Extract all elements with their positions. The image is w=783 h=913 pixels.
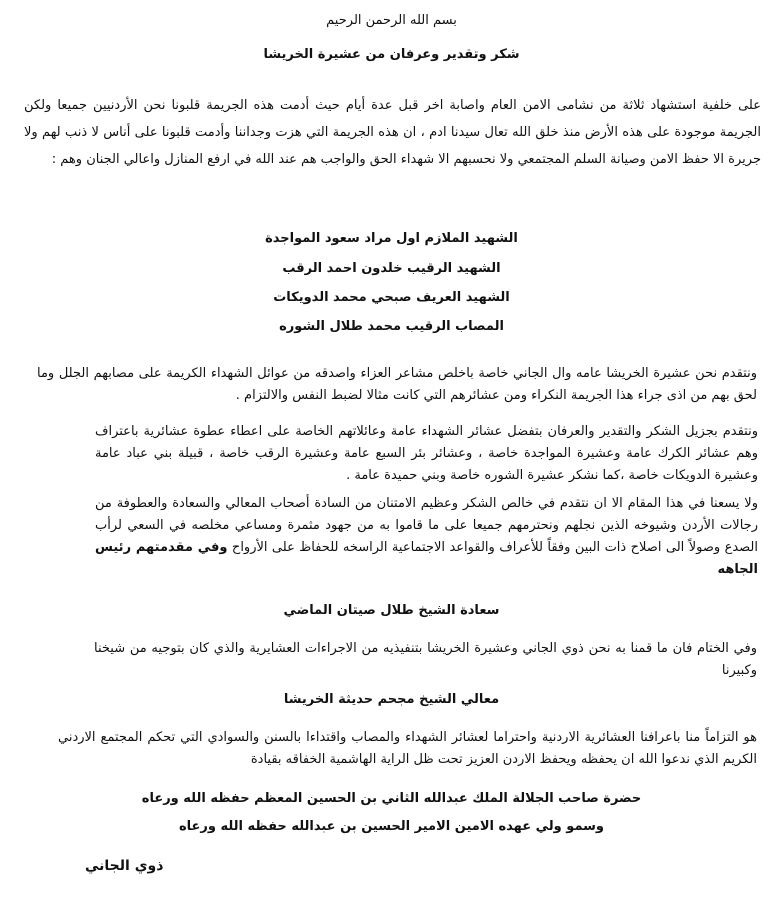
martyr-name-2: الشهيد الرقيب خلدون احمد الرقب xyxy=(282,261,501,276)
crown-prince-line: وسمو ولي عهده الامين الامير الحسين بن عبدالله حفظه الله ورعاه xyxy=(178,819,605,834)
martyr-name-1: الشهيد الملازم اول مراد سعود المواجدة xyxy=(265,231,518,246)
thanks-paragraph: ونتقدم بجزيل الشكر والتقدير والعرفان بتفضل عشائر الشهداء عامة وعائلاتهم الخاصة على اعطاء عطوة عشائرية باعتراف وهم عشائر الكرك عامة وعشيرة المواجدة خاصة ، وعشائر بئر السبع عامة وعشيرة الرقب خاصة ، قبيلة بني عباد عامة وعشيرة الدويكات خاصة ،كما نشكر عشيرة الشوره خاصة وبني حميدة عامة . xyxy=(95,424,758,483)
dignitaries-bold-text: وفي مقدمتهم رئيس الجاهه xyxy=(95,540,758,577)
martyr-name-3: الشهيد العريف صبحي محمد الدويكات xyxy=(273,290,510,305)
loyalty-paragraph: هو التزاماً منا باعرافنا العشائرية الاردنية واحتراما لعشائر الشهداء والمصاب واقتداءا بالسنن والسوادي التي تحكم المجتمع الاردني الكريم الذي ندعوا الله ان يحفظه ويحفظ الاردن العزيز تحت ظل الراية الهاشمية الخفاقه بقيادة xyxy=(58,730,757,767)
condolence-paragraph: ونتقدم نحن عشيرة الخريشا عامه وال الجاني خاصة باخلص مشاعر العزاء واصدقه من عوائل الشهداء الكريمة على مصابهم الجلل وما لحق بهم من اذى جراء هذا الجريمة النكراء ومن عشائرهم التي كانت مثالا لضبط النفس والالتزام . xyxy=(37,366,757,403)
signature: ذوي الجاني xyxy=(85,858,164,874)
dignitaries-text: ولا يسعنا في هذا المقام الا ان نتقدم في خالص الشكر وعظيم الامتنان من السادة أصحاب المعالي والسعادة والعطوفة من رجالات الأردن وشيوخه الذين نجلهم ونحترمهم جميعا على ما قاموا به من جهود مثمرة ومساعي مخلصه في السعي لرأب الصدع وصولاً الى اصلاح ذات البين وفقاً للأعراف والقواعد الاجتماعية الراسخه للحفاظ على الأرواح xyxy=(95,496,758,555)
basmala: بسم الله الرحمن الرحيم xyxy=(326,13,457,28)
injured-name: المصاب الرقيب محمد طلال الشوره xyxy=(279,319,504,334)
closing-paragraph: وفي الختام فان ما قمنا به نحن ذوي الجاني وعشيرة الخريشا بتنفيذيه من الاجراءات العشايرية والذي كان بتوجيه من شيخنا وكبيرنا xyxy=(94,641,757,678)
document-title: شكر وتقدير وعرفان من عشيرة الخريشا xyxy=(263,47,520,62)
dignitaries-paragraph xyxy=(95,493,758,581)
sheikh-2-name: معالي الشيخ مجحم حديثة الخريشا xyxy=(283,692,500,707)
king-line: حضرة صاحب الجلالة الملك عبدالله الثاني بن الحسين المعظم حفظه الله ورعاه xyxy=(141,791,642,806)
intro-paragraph: على خلفية استشهاد ثلاثة من نشامى الامن العام واصابة اخر قبل عدة أيام حيث أدمت هذه الجريمة قلبونا نحن الأردنيين جميعا ولكن الجريمة موجودة على هذه الأرض منذ خلق الله تعال سيدنا ادم ، ان هذه الجريمة التي هزت وجداننا وأدمت قلبونا على أناس لا ذنب لهم ولا جريرة الا حفظ الامن وصيانة السلم المجتمعي ولا نحسبهم الا شهداء الحق والواجب هم عند الله في ارفع المنازل واعالي الجنان وهم : xyxy=(24,98,761,167)
sheikh-1-name: سعادة الشيخ طلال صيتان الماضي xyxy=(283,603,500,618)
